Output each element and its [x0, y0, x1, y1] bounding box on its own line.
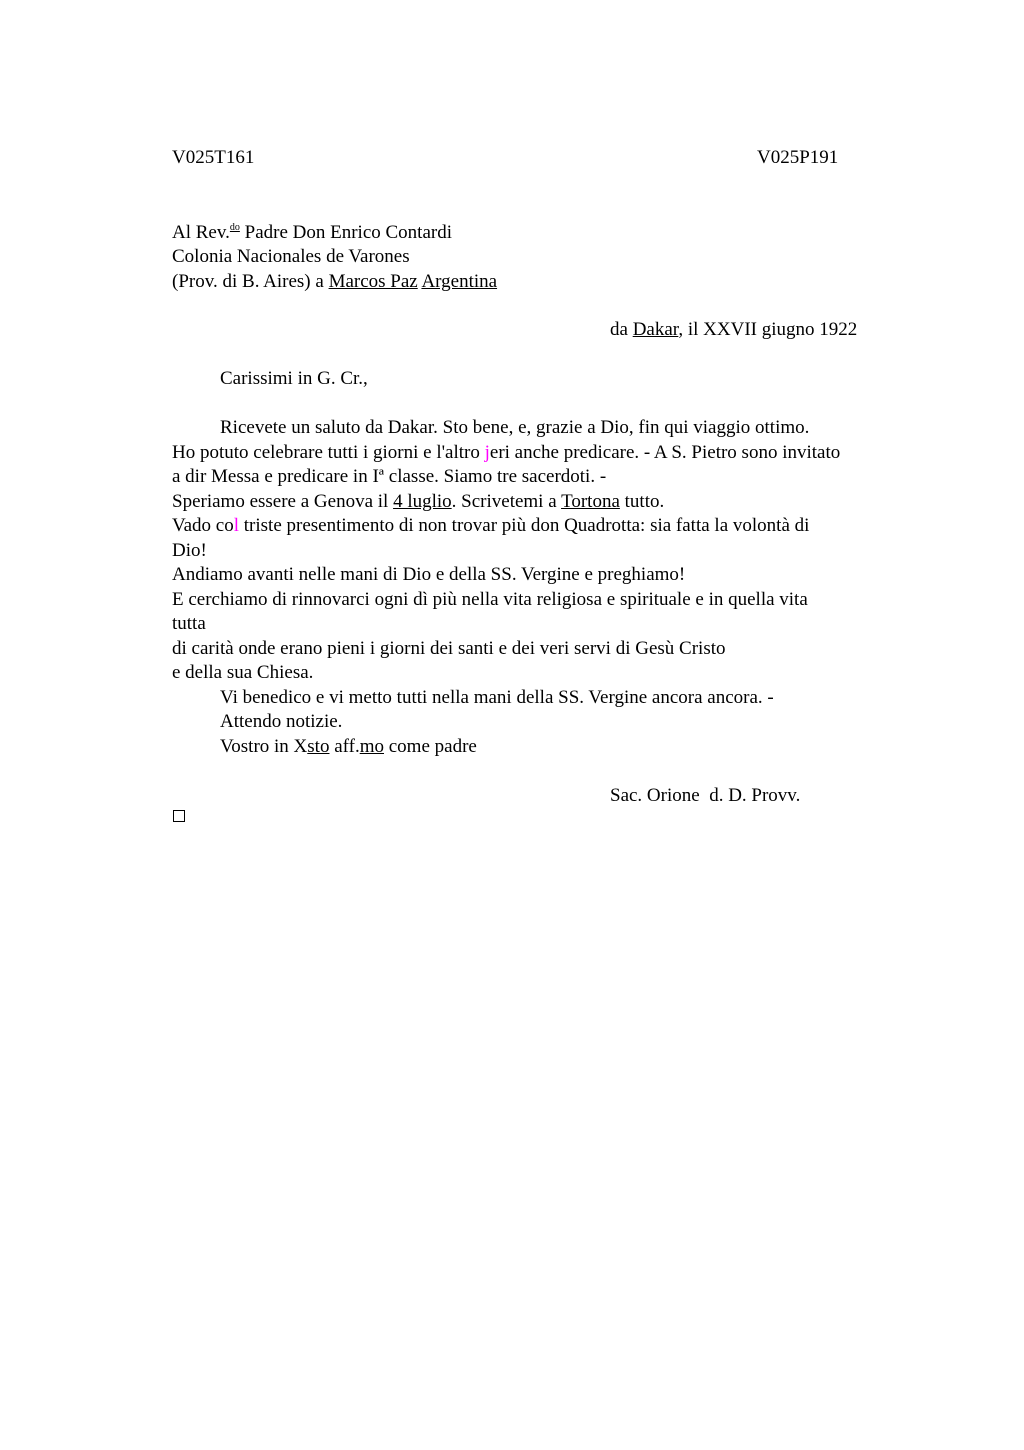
body-line-4-c: tutto.: [619, 491, 665, 512]
body-line-4: [172, 490, 664, 514]
address-province: (Prov. di B. Aires) a: [172, 271, 329, 292]
dateline-date: , il XXVII giugno 1922: [678, 319, 858, 340]
body-line-2: [172, 441, 840, 465]
body-line-8: E cerchiamo di rinnovarci ogni dì più nella vita religiosa e spirituale e in quella vita: [172, 589, 808, 610]
closing-mo: mo: [359, 736, 384, 757]
body-line-4-date: 4 luglio: [393, 491, 452, 512]
checkbox-icon: [173, 810, 185, 822]
address-place-marcos-paz: Marcos Paz: [328, 271, 418, 292]
closing-a: Vostro in X: [220, 736, 308, 757]
body-line-13: Attendo notizie.: [220, 711, 343, 732]
body-line-4-place: Tortona: [561, 491, 620, 512]
closing-line: [220, 735, 477, 759]
greeting: Carissimi in G. Cr.,: [220, 368, 368, 389]
body-line-4-b: . Scrivetemi a: [451, 491, 562, 512]
body-line-11: e della sua Chiesa.: [172, 662, 314, 683]
body-line-5: [172, 514, 809, 538]
body-line-2-a: Ho potuto celebrare tutti i giorni e l'altro: [172, 442, 485, 463]
body-line-4-a: Speriamo essere a Genova il: [172, 491, 394, 512]
body-line-5-correction: l: [233, 515, 240, 536]
body-line-2-correction: j: [484, 442, 490, 463]
header-left-code: V025T161: [172, 147, 255, 168]
address-line-1: [172, 221, 452, 245]
address-place-argentina: Argentina: [421, 271, 498, 292]
closing-b: aff.: [329, 736, 360, 757]
address-title-sup: do: [229, 222, 240, 233]
address-title: Al Rev.: [172, 222, 230, 243]
closing-sto: sto: [307, 736, 330, 757]
body-line-2-b: eri anche predicare. - A S. Pietro sono invitato: [489, 442, 841, 463]
body-line-9: tutta: [172, 613, 206, 634]
body-line-12: Vi benedico e vi metto tutti nella mani della SS. Vergine ancora ancora. -: [220, 687, 774, 708]
body-line-1: Ricevete un saluto da Dakar. Sto bene, e, grazie a Dio, fin qui viaggio ottimo.: [220, 417, 810, 438]
address-name: Padre Don Enrico Contardi: [239, 222, 452, 243]
dateline-place: Dakar: [632, 319, 679, 340]
address-line-2: Colonia Nacionales de Varones: [172, 246, 410, 267]
body-line-7: Andiamo avanti nelle mani di Dio e della SS. Vergine e preghiamo!: [172, 564, 686, 585]
body-line-6: Dio!: [172, 540, 207, 561]
body-line-5-b: triste presentimento di non trovar più don Quadrotta: sia fatta la volontà di: [239, 515, 810, 536]
body-line-3: a dir Messa e predicare in Iª classe. Siamo tre sacerdoti. -: [172, 466, 607, 487]
header-right-code: V025P191: [757, 147, 839, 168]
dateline: [610, 318, 857, 342]
closing-c: come padre: [384, 736, 477, 757]
dateline-prefix: da: [610, 319, 633, 340]
address-line-3: [172, 270, 497, 294]
body-line-5-a: Vado co: [172, 515, 234, 536]
body-line-10: di carità onde erano pieni i giorni dei santi e dei veri servi di Gesù Cristo: [172, 638, 726, 659]
signature: Sac. Orione d. D. Provv.: [610, 785, 801, 806]
